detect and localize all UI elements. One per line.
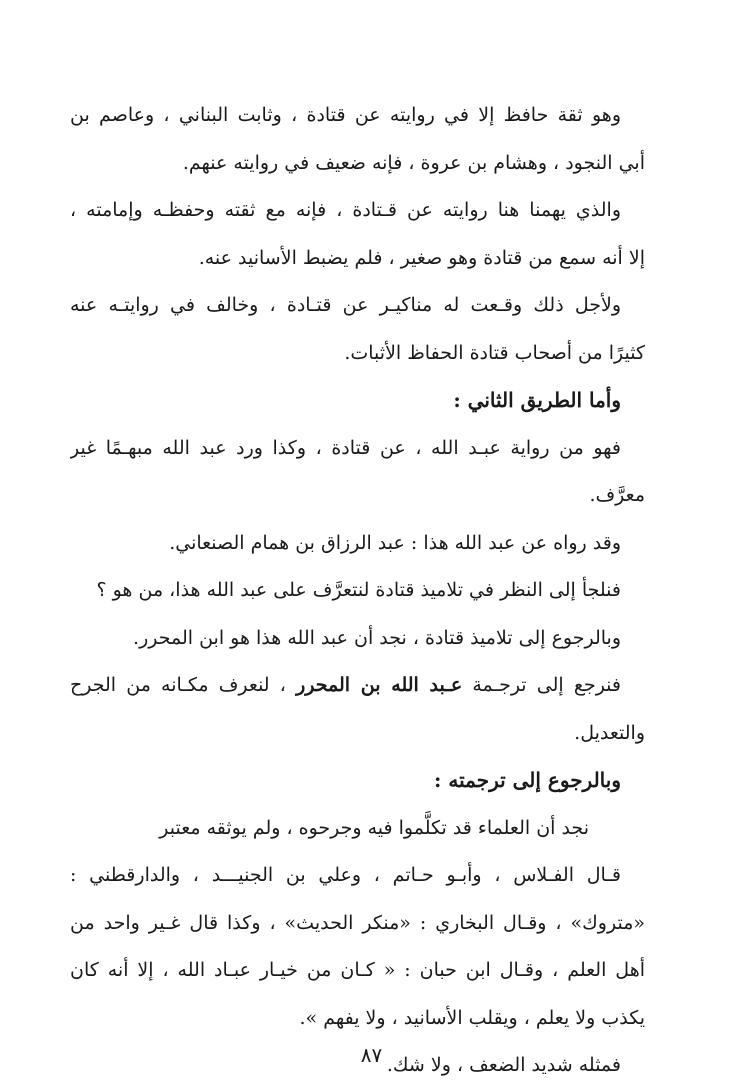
section-heading: وبالرجوع إلى ترجمته : xyxy=(434,768,621,792)
paragraph-line: وهو ثقة حافظ إلا في روايته عن قتادة ، وثابت البناني ، وعاصم بن xyxy=(70,104,621,126)
paragraph-line: معرَّف. xyxy=(589,484,645,506)
section-heading: وأما الطريق الثاني : xyxy=(453,388,621,412)
page-number: ٨٧ xyxy=(360,1043,383,1067)
paragraph-line-mixed xyxy=(70,662,645,710)
paragraph-line: أهل العلم ، وقـال ابن حبان : « كـان من خيـار عبـاد الله ، إلا أنه كان xyxy=(70,959,645,981)
paragraph-line: كثيرًا من أصحاب قتادة الحفاظ الأثبات. xyxy=(344,341,645,364)
paragraph-line: فهو من رواية عبـد الله ، عن قتادة ، وكذا ورد عبد الله مبهـمًا غير xyxy=(70,436,621,459)
paragraph-line: وبالرجوع إلى تلاميذ قتادة ، نجد أن عبد الله هذا هو ابن المحرر. xyxy=(133,626,621,649)
paragraph-line: يكذب ولا يعلم ، ويقلب الأسانيد ، ولا يفهم ». xyxy=(299,1006,645,1029)
paragraph-line: نجد أن العلماء قد تكلَّموا فيه وجرحوه ، ولم يوثقه معتبر xyxy=(159,816,589,839)
paragraph-line: والتعديل. xyxy=(574,721,645,744)
page-body xyxy=(70,92,645,1090)
paragraph-line: أبي النجود ، وهشام بن عروة ، فإنه ضعيف في روايته عنهم. xyxy=(182,151,645,174)
bold-name: عـبد الله بن المحرر xyxy=(296,674,463,696)
paragraph-line: فمثله شديد الضعف ، ولا شك. xyxy=(386,1054,621,1076)
line-text-after: ، لنعرف مكـانه من الجرح xyxy=(70,674,297,696)
paragraph-line: وقد رواه عن عبد الله هذا : عبد الرزاق بن همام الصنعاني. xyxy=(169,531,621,554)
paragraph-line: والذي يهمنا هنا روايته عن قـتادة ، فإنه مع ثقته وحفظـه وإمامته ، xyxy=(70,199,621,221)
paragraph-line: ولأجل ذلك وقـعت له مناكيـر عن قتـادة ، وخالف في روايتـه عنه xyxy=(70,294,621,316)
paragraph-line: فنلجأ إلى النظر في تلاميذ قتادة لنتعرَّف على عبد الله هذا، من هو ؟ xyxy=(96,579,621,601)
paragraph-line: إلا أنه سمع من قتادة وهو صغير ، فلم يضبط الأسانيد عنه. xyxy=(198,246,645,269)
paragraph-line: قـال الفـلاس ، وأبـو حـاتم ، وعلي بن الجنيـــد ، والدارقطني : xyxy=(70,864,621,886)
paragraph-line: «متروك» ، وقـال البخاري : «منكر الحديث» ، وكذا قال غـير واحد من xyxy=(70,911,645,934)
line-text-before: فنرجع إلى ترجـمة xyxy=(462,674,621,696)
